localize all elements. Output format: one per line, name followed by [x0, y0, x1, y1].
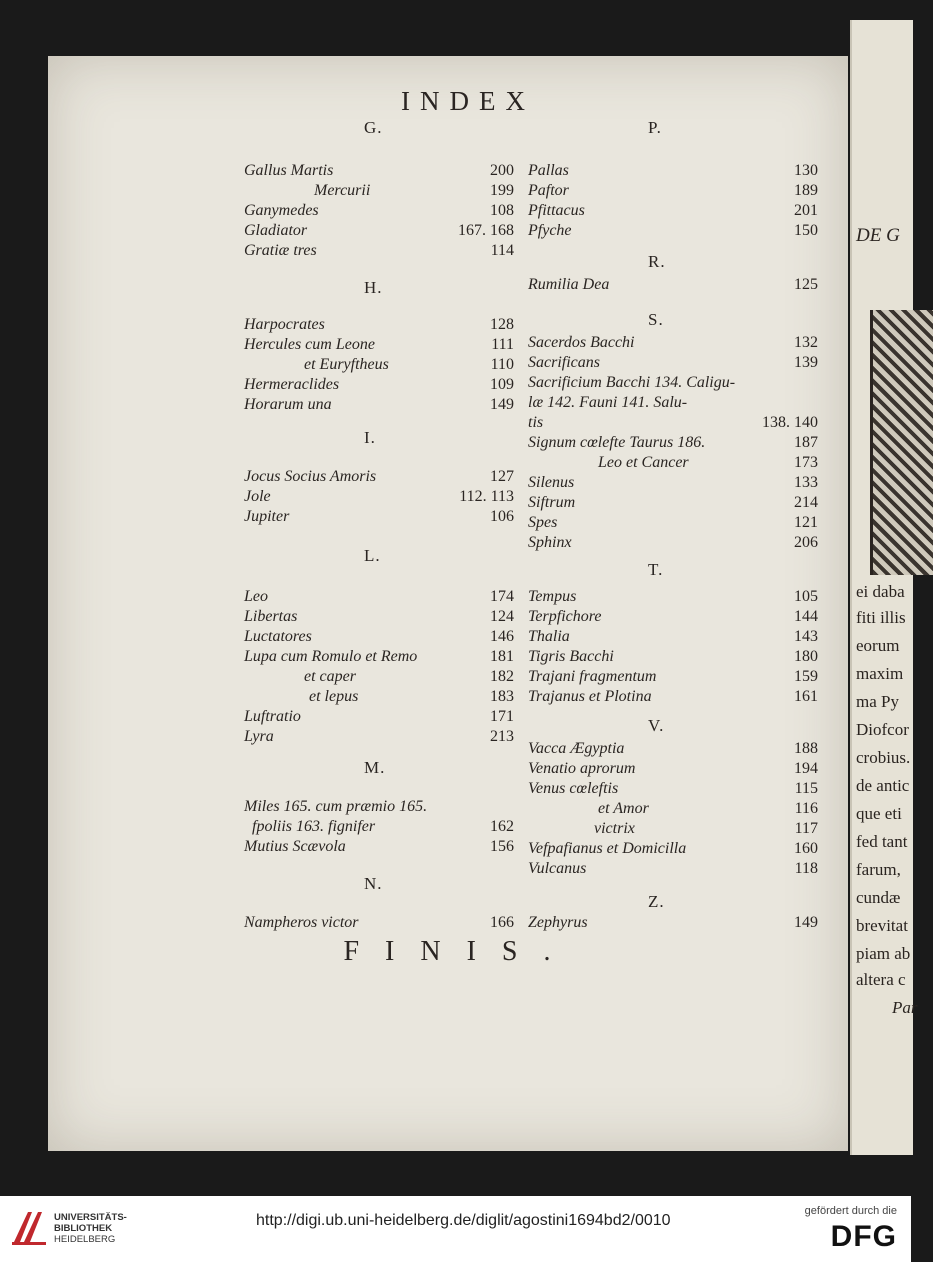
- index-entry-page-number: 106: [490, 508, 514, 525]
- index-entry-page-number: 200: [490, 162, 514, 179]
- index-entry-name: Sacrificium Bacchi 134. Caligu-: [528, 374, 736, 391]
- index-entry-name: Sphinx: [528, 534, 572, 551]
- university-library-name: [54, 1212, 144, 1245]
- index-entry-name: Siftrum: [528, 494, 576, 511]
- index-entry-page-number: 194: [794, 760, 818, 777]
- index-entry-name: Tigris Bacchi: [528, 648, 614, 665]
- index-entry-name: Hercules cum Leone: [244, 336, 375, 353]
- index-entry-page-number: 213: [490, 728, 514, 745]
- facing-page-heading: DE G: [856, 225, 900, 246]
- index-entry-name: Gladiator: [244, 222, 308, 239]
- index-entry-page-number: 206: [794, 534, 818, 551]
- index-entry-name: Harpocrates: [244, 316, 325, 333]
- index-entry-page-number: 109: [490, 376, 514, 393]
- index-entry-page-number: 125: [794, 276, 818, 293]
- index-entry-page-number: 144: [794, 608, 818, 625]
- index-entry-name: et Euryftheus: [304, 356, 389, 373]
- index-entry-page-number: 146: [490, 628, 514, 645]
- index-entry-page-number: 180: [794, 648, 818, 665]
- index-entry-name: Miles 165. cum præmio 165.: [244, 798, 428, 815]
- university-name-line: UNIVERSITÄTS-: [54, 1212, 127, 1223]
- index-entry-page-number: 149: [490, 396, 514, 413]
- index-entry-page-number: 124: [490, 608, 514, 625]
- index-entry-page-number: 105: [794, 588, 818, 605]
- index-entry-name: Signum cœlefte Taurus 186.: [528, 434, 706, 451]
- index-entry-name: Gratiæ tres: [244, 242, 317, 259]
- index-entry-name: Pallas: [528, 162, 569, 179]
- index-entry-name: Vacca Ægyptia: [528, 740, 625, 757]
- index-entry-page-number: 138. 140: [762, 414, 818, 431]
- facing-text-line: eorum: [856, 636, 900, 655]
- index-entry-name: Hermeraclides: [244, 376, 340, 393]
- index-entry-page-number: 143: [794, 628, 818, 645]
- university-name-line: HEIDELBERG: [54, 1234, 116, 1245]
- index-entry-name: Gallus Martis: [244, 162, 334, 179]
- facing-text-line: ei daba: [856, 582, 905, 601]
- index-entry-name: Lupa cum Romulo et Remo: [244, 648, 418, 665]
- index-entry-page-number: 171: [490, 708, 514, 725]
- facing-text-line: altera c: [856, 970, 906, 989]
- index-entry-page-number: 182: [490, 668, 514, 685]
- index-entry-page-number: 127: [490, 468, 514, 485]
- index-entry-page-number: 162: [490, 818, 514, 835]
- decorative-initial-ornament: [870, 310, 933, 575]
- index-entry-page-number: 115: [794, 780, 818, 797]
- index-entry-name: Zephyrus: [528, 914, 588, 931]
- index-entry-name: Vefpafianus et Domicilla: [528, 840, 687, 857]
- index-entry-page-number: 156: [490, 838, 514, 855]
- index-entry-name: Rumilia Dea: [528, 276, 610, 293]
- index-entry-name: Mercurii: [314, 182, 371, 199]
- index-entry-page-number: 181: [490, 648, 514, 665]
- facing-text-line: ma Py: [856, 692, 899, 711]
- facing-text-line: farum,: [856, 860, 901, 879]
- facing-text-line: piam ab: [856, 944, 911, 963]
- section-letter-t: T.: [648, 560, 664, 579]
- index-entry-name: Venatio aprorum: [528, 760, 636, 777]
- index-entry-name: Luctatores: [244, 628, 312, 645]
- index-entry-name: Leo: [244, 588, 268, 605]
- index-entry-page-number: 149: [794, 914, 818, 931]
- index-entry-page-number: 189: [794, 182, 818, 199]
- index-entry-name: Thalia: [528, 628, 570, 645]
- index-entry-page-number: 214: [794, 494, 818, 511]
- dfg-caption: gefördert durch die: [804, 1205, 897, 1217]
- index-entry-page-number: 173: [794, 454, 818, 471]
- facing-text-line: cundæ: [856, 888, 901, 907]
- index-entry-name: læ 142. Fauni 141. Salu-: [528, 394, 688, 411]
- index-heading: INDEX: [401, 86, 535, 116]
- facing-text-line: de antic: [856, 776, 910, 795]
- index-entry-name: Leo et Cancer: [598, 454, 689, 471]
- section-letter-z: Z.: [648, 892, 665, 911]
- university-name-line: BIBLIOTHEK: [54, 1223, 113, 1234]
- index-entry-page-number: 139: [794, 354, 818, 371]
- index-entry-name: Terpfichore: [528, 608, 602, 625]
- index-entry-name: Lyra: [244, 728, 274, 745]
- index-entry-page-number: 110: [490, 356, 514, 373]
- index-entry-name: et caper: [304, 668, 356, 685]
- facing-text-line: maxim: [856, 664, 904, 683]
- index-entry-page-number: 132: [794, 334, 818, 351]
- index-entry-page-number: 150: [794, 222, 818, 239]
- index-entry-name: Luftratio: [244, 708, 301, 725]
- index-entry-name: Vulcanus: [528, 860, 587, 877]
- index-entry-page-number: 118: [794, 860, 818, 877]
- section-letter-i: I.: [364, 428, 376, 447]
- index-entry-name: fpoliis 163. fignifer: [252, 818, 376, 835]
- index-entry-page-number: 167. 168: [458, 222, 514, 239]
- index-entry-name: Mutius Scævola: [244, 838, 346, 855]
- index-entry-page-number: 188: [794, 740, 818, 757]
- index-entry-page-number: 121: [794, 514, 818, 531]
- facing-page-edge: [850, 20, 918, 1155]
- index-entry-name: Nampheros victor: [244, 914, 359, 931]
- document-url-link[interactable]: http://digi.ub.uni-heidelberg.de/diglit/agostini1694bd2/0010: [256, 1212, 671, 1229]
- index-entry-page-number: 166: [490, 914, 514, 931]
- facing-text-line: Par: [892, 998, 918, 1017]
- index-entry-name: Tempus: [528, 588, 577, 605]
- index-entry-page-number: 187: [794, 434, 818, 451]
- section-letter-l: L.: [364, 546, 381, 565]
- facing-text-line: que eti: [856, 804, 902, 823]
- index-entry-page-number: 130: [794, 162, 818, 179]
- facing-text-line: fed tant: [856, 832, 908, 851]
- section-letter-h: H.: [364, 278, 383, 297]
- index-entry-page-number: 108: [490, 202, 514, 219]
- index-entry-name: Trajanus et Plotina: [528, 688, 652, 705]
- index-entry-name: Horarum una: [244, 396, 332, 413]
- section-letter-m: M.: [364, 758, 386, 777]
- index-entry-page-number: 116: [794, 800, 818, 817]
- section-letter-s: S.: [648, 310, 664, 329]
- index-entry-page-number: 159: [794, 668, 818, 685]
- book-page: [48, 56, 848, 1151]
- index-entry-page-number: 128: [490, 316, 514, 333]
- university-library-logo-icon: [10, 1208, 48, 1246]
- facing-text-line: Diofcor: [856, 720, 909, 739]
- index-entry-page-number: 201: [794, 202, 818, 219]
- index-entry-page-number: 199: [490, 182, 514, 199]
- index-entry-name: Venus cœleftis: [528, 780, 619, 797]
- index-entry-name: Spes: [528, 514, 558, 531]
- section-letter-p: P.: [648, 118, 662, 137]
- index-entry-page-number: 161: [794, 688, 818, 705]
- index-entry-page-number: 183: [490, 688, 514, 705]
- footer-bar: [0, 1196, 911, 1262]
- index-entry-page-number: 133: [794, 474, 818, 491]
- index-entry-page-number: 117: [794, 820, 818, 837]
- index-entry-name: Pfittacus: [528, 202, 585, 219]
- index-entry-page-number: 114: [490, 242, 514, 259]
- section-letter-g: G.: [364, 118, 383, 137]
- section-letter-n: N.: [364, 874, 383, 893]
- facing-text-line: fiti illis: [856, 608, 906, 627]
- facing-text-line: crobius.: [856, 748, 911, 767]
- index-entry-page-number: 111: [491, 336, 514, 353]
- index-entry-name: Sacerdos Bacchi: [528, 334, 635, 351]
- index-entry-name: Trajani fragmentum: [528, 668, 657, 685]
- index-entry-name: Jupiter: [244, 508, 290, 525]
- index-entry-name: victrix: [594, 820, 635, 837]
- index-entry-name: Ganymedes: [244, 202, 319, 219]
- index-entry-name: Sacrificans: [528, 354, 600, 371]
- index-entry-name: Pfyche: [528, 222, 572, 239]
- index-entry-name: Jocus Socius Amoris: [244, 468, 377, 485]
- facing-text-line: brevitat: [856, 916, 908, 935]
- index-entry-name: tis: [528, 414, 544, 431]
- index-entry-name: et Amor: [598, 800, 649, 817]
- index-entry-name: Libertas: [244, 608, 298, 625]
- index-entry-page-number: 112. 113: [459, 488, 514, 505]
- section-letter-v: V.: [648, 716, 665, 735]
- index-entry-page-number: 160: [794, 840, 818, 857]
- index-entry-name: Silenus: [528, 474, 575, 491]
- index-entry-page-number: 174: [490, 588, 514, 605]
- section-letter-r: R.: [648, 252, 666, 271]
- finis-text: FINIS.: [343, 936, 577, 967]
- index-entry-name: Paftor: [528, 182, 569, 199]
- index-entry-name: Jole: [244, 488, 271, 505]
- dfg-logo-icon: DFG: [830, 1220, 897, 1253]
- index-entry-name: et lepus: [309, 688, 359, 705]
